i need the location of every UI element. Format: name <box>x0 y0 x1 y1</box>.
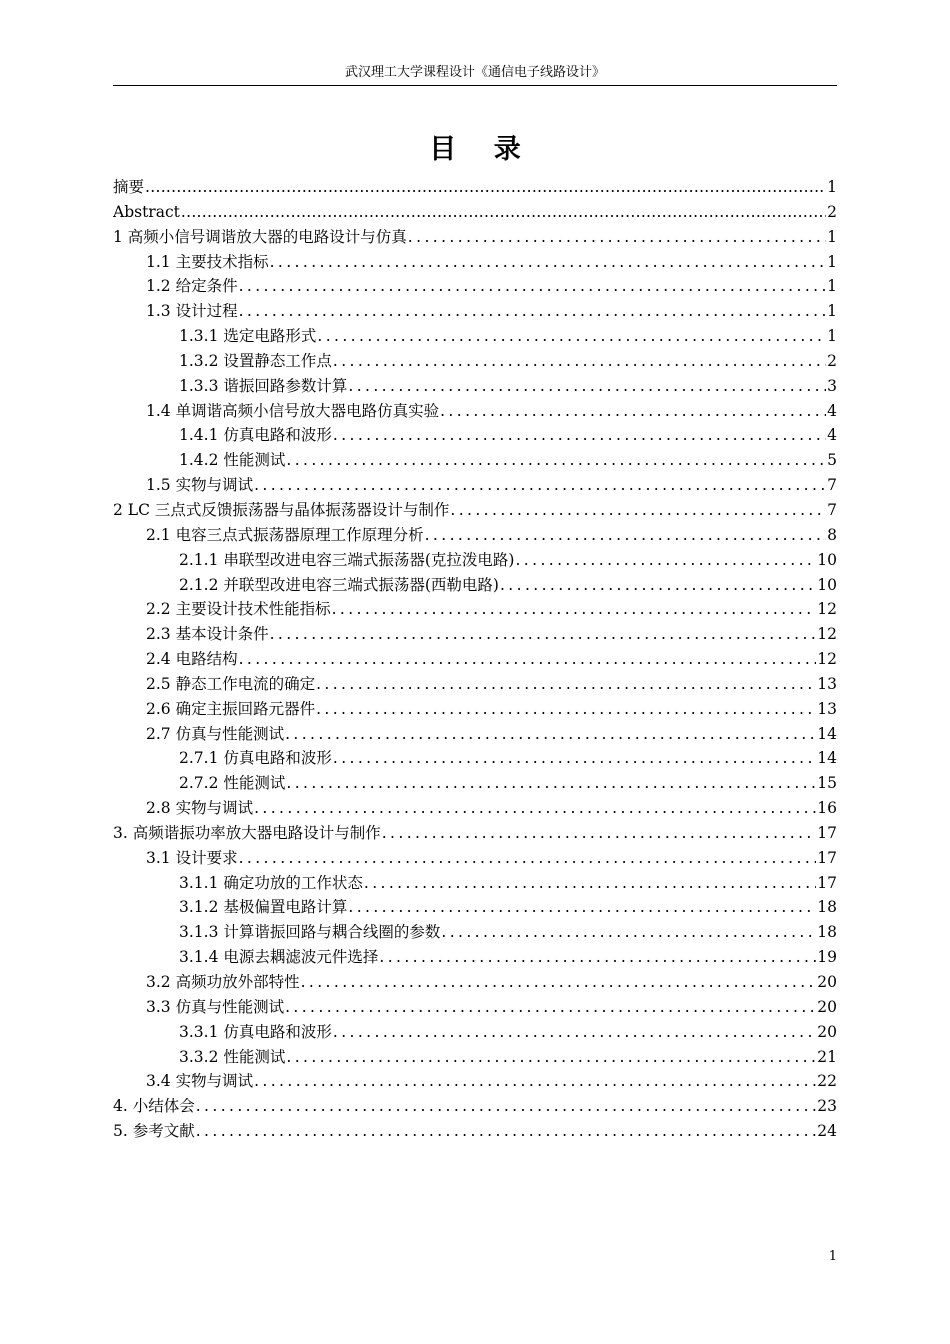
toc-entry-label: 2.3 基本设计条件 <box>146 625 269 644</box>
toc-entry-label: 3.1.3 计算谐振回路与耦合线圈的参数 <box>179 923 441 942</box>
toc-entry-label: 2.5 静态工作电流的确定 <box>146 674 316 693</box>
toc-entry-page: 4 <box>827 426 837 445</box>
toc-entry-page: 18 <box>817 923 837 942</box>
toc-entry[interactable] <box>113 324 837 349</box>
toc-leader-dots <box>348 374 826 399</box>
toc-entry-label: 2.7 仿真与性能测试 <box>146 724 285 743</box>
toc-entry-label: 摘要 <box>113 178 145 196</box>
toc-leader-dots <box>317 324 826 349</box>
toc-leader-dots <box>450 498 826 523</box>
toc-entry[interactable] <box>113 672 837 697</box>
toc-leader-dots <box>440 399 826 424</box>
toc-entry-label: 3.3 仿真与性能测试 <box>146 997 285 1016</box>
toc-entry-label: 1 高频小信号调谐放大器的电路设计与仿真 <box>113 227 407 246</box>
toc-entry-label: 1.3.1 选定电路形式 <box>179 327 317 346</box>
toc-leader-dots <box>333 349 826 374</box>
toc-entry-label: 1.5 实物与调试 <box>146 476 254 495</box>
toc-entry-label: 3.4 实物与调试 <box>146 1072 254 1091</box>
toc-leader-dots <box>333 423 826 448</box>
toc-leader-dots <box>286 448 826 473</box>
toc-entry[interactable] <box>113 200 837 225</box>
toc-leader-dots <box>333 746 816 771</box>
toc-entry-page: 21 <box>817 1047 837 1066</box>
toc-title: 目 录 <box>429 134 535 165</box>
toc-entry[interactable] <box>113 250 837 275</box>
toc-entry-label: 2.1.1 串联型改进电容三端式振荡器(克拉泼电路) <box>179 550 515 569</box>
toc-entry-label: 2.1 电容三点式振荡器原理工作原理分析 <box>146 525 424 544</box>
toc-entry-label: 3.1.4 电源去耦滤波元件选择 <box>179 948 379 967</box>
toc-entry-page: 17 <box>817 873 837 892</box>
toc-leader-dots <box>196 1094 817 1119</box>
toc-entry-page: 3 <box>827 376 837 395</box>
toc-entry-label: 2.6 确定主振回路元器件 <box>146 699 316 718</box>
toc-entry[interactable] <box>113 597 837 622</box>
toc-entry[interactable] <box>113 523 837 548</box>
toc-entry-page: 17 <box>817 823 837 842</box>
toc-entry-label: 3.1.1 确定功放的工作状态 <box>179 873 363 892</box>
toc-leader-dots <box>316 697 816 722</box>
toc-entry-label: 2.8 实物与调试 <box>146 799 254 818</box>
toc-entry-label: 2.2 主要设计技术性能指标 <box>146 600 331 619</box>
toc-entry[interactable] <box>113 871 837 896</box>
toc-entry[interactable] <box>113 349 837 374</box>
toc-leader-dots <box>348 895 816 920</box>
toc-entry[interactable] <box>113 473 837 498</box>
toc-entry[interactable] <box>113 374 837 399</box>
toc-entry[interactable] <box>113 622 837 647</box>
toc-entry[interactable] <box>113 448 837 473</box>
toc-entry[interactable] <box>113 1094 837 1119</box>
toc-leader-dots <box>364 871 816 896</box>
toc-entry-page: 1 <box>827 277 837 296</box>
toc-entry[interactable] <box>113 995 837 1020</box>
toc-entry-label: 1.4.2 性能测试 <box>179 451 286 470</box>
toc-entry-page: 1 <box>827 227 837 246</box>
toc-leader-dots <box>196 1119 817 1144</box>
toc-entry-label: 2.7.1 仿真电路和波形 <box>179 749 332 768</box>
toc-leader-dots <box>301 970 817 995</box>
toc-entry[interactable] <box>113 920 837 945</box>
toc-entry-page: 22 <box>817 1072 837 1091</box>
toc-entry-page: 20 <box>817 1022 837 1041</box>
toc-entry-label: 1.2 给定条件 <box>146 277 238 296</box>
toc-entry[interactable] <box>113 771 837 796</box>
toc-leader-dots <box>500 573 816 598</box>
toc-entry[interactable] <box>113 821 837 846</box>
toc-leader-dots <box>515 548 816 573</box>
toc-entry[interactable] <box>113 299 837 324</box>
toc-leader-dots <box>254 1069 816 1094</box>
toc-entry-label: 3.2 高频功放外部特性 <box>146 973 300 991</box>
toc-entry[interactable] <box>113 746 837 771</box>
toc-leader-dots <box>254 796 816 821</box>
toc-entry[interactable] <box>113 1119 837 1144</box>
toc-entry-label: 1.3.3 谐振回路参数计算 <box>179 376 348 395</box>
toc-entry[interactable] <box>113 970 837 995</box>
toc-leader-dots <box>181 200 826 225</box>
toc-entry-page: 14 <box>817 724 837 743</box>
toc-entry-page: 13 <box>817 699 837 718</box>
toc-leader-dots <box>316 672 816 697</box>
toc-entry-page: 16 <box>817 799 837 818</box>
toc-entry-page: 5 <box>827 451 837 470</box>
toc-entry-label: 3.1.2 基极偏置电路计算 <box>179 898 348 917</box>
toc-entry-page: 15 <box>817 774 837 793</box>
toc-leader-dots <box>285 722 816 747</box>
toc-entry[interactable] <box>113 647 837 672</box>
toc-entry[interactable] <box>113 225 837 250</box>
toc-entry[interactable] <box>113 945 837 970</box>
toc-entry-label: 1.4.1 仿真电路和波形 <box>179 426 332 445</box>
toc-leader-dots <box>239 274 827 299</box>
toc-entry-page: 19 <box>817 948 837 967</box>
toc-leader-dots <box>379 945 816 970</box>
toc-entry-label: 3.3.1 仿真电路和波形 <box>179 1022 332 1041</box>
toc-entry-page: 14 <box>817 749 837 768</box>
toc-entry[interactable] <box>113 573 837 598</box>
toc-entry-label: 1.3 设计过程 <box>146 302 238 321</box>
toc-leader-dots <box>408 225 826 250</box>
toc-entry-page: 10 <box>817 575 837 594</box>
toc-entry-page: 4 <box>827 401 837 420</box>
toc-entry-page: 2 <box>827 202 837 221</box>
toc-leader-dots <box>285 995 816 1020</box>
toc-entry[interactable] <box>113 423 837 448</box>
header-rule <box>113 85 837 86</box>
toc-leader-dots <box>270 250 827 275</box>
toc-entry-page: 17 <box>817 848 837 867</box>
toc-entry-label: 3.3.2 性能测试 <box>179 1047 286 1066</box>
toc-entry[interactable] <box>113 175 837 200</box>
toc-entry[interactable] <box>113 1069 837 1094</box>
toc-entry[interactable] <box>113 498 837 523</box>
toc-entry-page: 1 <box>827 302 837 321</box>
toc-leader-dots <box>382 821 817 846</box>
running-header: 武汉理工大学课程设计《通信电子线路设计》 <box>344 65 605 80</box>
toc-entry-label: 4. 小结体会 <box>113 1097 195 1116</box>
toc-leader-dots <box>239 846 817 871</box>
toc-entry-page: 24 <box>817 1122 837 1141</box>
toc-leader-dots <box>145 175 826 200</box>
toc-leader-dots <box>332 597 817 622</box>
toc-entry-page: 12 <box>817 625 837 644</box>
toc-entry-label: 1.4 单调谐高频小信号放大器电路仿真实验 <box>146 401 440 420</box>
toc-entry-label: 1.3.2 设置静态工作点 <box>179 351 332 370</box>
toc-entry-page: 23 <box>817 1097 837 1116</box>
toc-entry[interactable] <box>113 697 837 722</box>
toc-entry-page: 7 <box>827 476 837 495</box>
toc-entry[interactable] <box>113 274 837 299</box>
table-of-contents <box>113 175 837 1144</box>
toc-leader-dots <box>270 622 817 647</box>
toc-entry-page: 1 <box>827 252 837 271</box>
toc-leader-dots <box>239 299 827 324</box>
toc-entry-page: 8 <box>827 525 837 544</box>
toc-entry-label: 3. 高频谐振功率放大器电路设计与制作 <box>113 823 381 842</box>
toc-entry-page: 20 <box>817 997 837 1016</box>
toc-entry-label: 3.1 设计要求 <box>146 848 238 867</box>
toc-entry-page: 12 <box>817 600 837 619</box>
toc-entry[interactable] <box>113 895 837 920</box>
toc-entry-page: 12 <box>817 650 837 669</box>
toc-entry-page: 13 <box>817 674 837 693</box>
toc-entry[interactable] <box>113 548 837 573</box>
toc-entry-page: 1 <box>827 327 837 346</box>
toc-entry-label: 2.4 电路结构 <box>146 650 238 669</box>
toc-entry-page: 18 <box>817 898 837 917</box>
toc-entry[interactable] <box>113 722 837 747</box>
toc-entry[interactable] <box>113 399 837 424</box>
toc-leader-dots <box>286 1045 816 1070</box>
toc-entry-label: 2.7.2 性能测试 <box>179 774 286 793</box>
toc-leader-dots <box>333 1020 816 1045</box>
toc-entry-page: 1 <box>827 178 837 196</box>
page-number: 1 <box>828 1249 837 1264</box>
toc-entry[interactable] <box>113 1045 837 1070</box>
toc-entry-label: 2.1.2 并联型改进电容三端式振荡器(西勒电路) <box>179 575 499 594</box>
toc-leader-dots <box>239 647 817 672</box>
toc-leader-dots <box>286 771 816 796</box>
toc-entry-page: 10 <box>817 550 837 569</box>
toc-entry-label: Abstract <box>113 202 180 221</box>
toc-entry-page: 20 <box>817 973 837 991</box>
toc-entry-page: 7 <box>827 500 837 519</box>
toc-entry[interactable] <box>113 796 837 821</box>
toc-entry-label: 5. 参考文献 <box>113 1122 195 1141</box>
toc-entry-label: 1.1 主要技术指标 <box>146 252 269 271</box>
toc-entry[interactable] <box>113 846 837 871</box>
toc-leader-dots <box>254 473 826 498</box>
toc-entry-page: 2 <box>827 351 837 370</box>
toc-entry-label: 2 LC 三点式反馈振荡器与晶体振荡器设计与制作 <box>113 500 450 519</box>
toc-leader-dots <box>441 920 816 945</box>
toc-leader-dots <box>425 523 827 548</box>
toc-entry[interactable] <box>113 1020 837 1045</box>
